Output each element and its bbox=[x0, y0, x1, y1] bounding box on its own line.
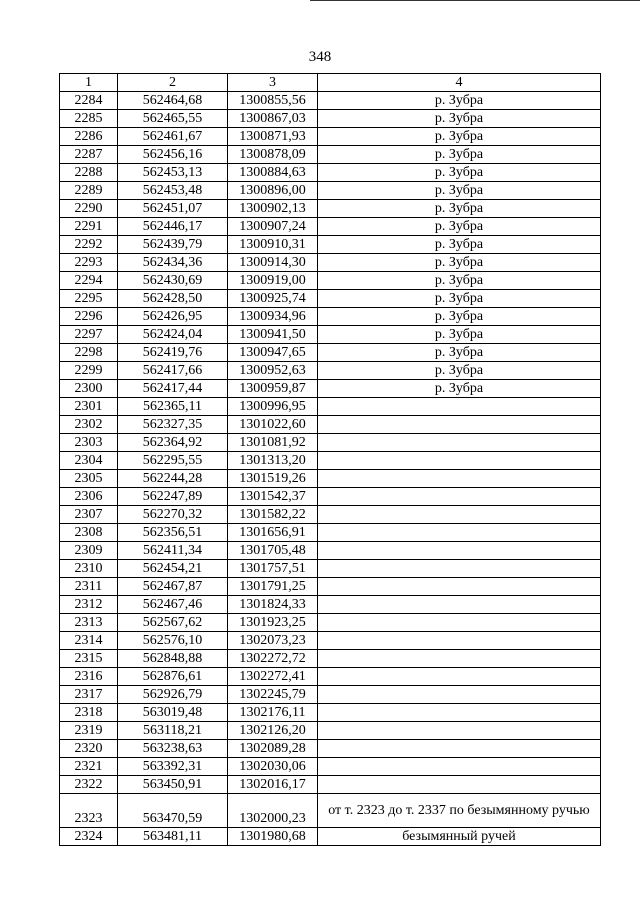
x-coordinate-cell: 562417,66 bbox=[118, 362, 228, 380]
point-number-cell: 2287 bbox=[60, 146, 118, 164]
description-cell bbox=[318, 488, 601, 506]
y-coordinate-cell: 1301313,20 bbox=[228, 452, 318, 470]
y-coordinate-cell: 1300952,63 bbox=[228, 362, 318, 380]
x-coordinate-cell: 563238,63 bbox=[118, 740, 228, 758]
top-rule bbox=[310, 0, 640, 1]
table-row bbox=[60, 344, 601, 362]
column-header: 1 bbox=[60, 74, 118, 92]
table-row bbox=[60, 200, 601, 218]
description-cell: р. Зубра bbox=[318, 164, 601, 182]
x-coordinate-cell: 562453,13 bbox=[118, 164, 228, 182]
x-coordinate-cell: 562926,79 bbox=[118, 686, 228, 704]
y-coordinate-cell: 1302245,79 bbox=[228, 686, 318, 704]
point-number-cell: 2292 bbox=[60, 236, 118, 254]
table-row bbox=[60, 650, 601, 668]
point-number-cell: 2316 bbox=[60, 668, 118, 686]
table-row bbox=[60, 668, 601, 686]
point-number-cell: 2319 bbox=[60, 722, 118, 740]
point-number-cell: 2302 bbox=[60, 416, 118, 434]
point-number-cell: 2320 bbox=[60, 740, 118, 758]
description-cell bbox=[318, 470, 601, 488]
table-row bbox=[60, 470, 601, 488]
y-coordinate-cell: 1300941,50 bbox=[228, 326, 318, 344]
description-cell bbox=[318, 614, 601, 632]
table-row bbox=[60, 488, 601, 506]
x-coordinate-cell: 562454,21 bbox=[118, 560, 228, 578]
description-cell: р. Зубра bbox=[318, 362, 601, 380]
column-header: 4 bbox=[318, 74, 601, 92]
table-row bbox=[60, 560, 601, 578]
table-row bbox=[60, 704, 601, 722]
x-coordinate-cell: 562461,67 bbox=[118, 128, 228, 146]
x-coordinate-cell: 563118,21 bbox=[118, 722, 228, 740]
x-coordinate-cell: 562247,89 bbox=[118, 488, 228, 506]
x-coordinate-cell: 562428,50 bbox=[118, 290, 228, 308]
table-row bbox=[60, 524, 601, 542]
point-number-cell: 2324 bbox=[60, 828, 118, 846]
description-cell bbox=[318, 578, 601, 596]
y-coordinate-cell: 1302030,06 bbox=[228, 758, 318, 776]
y-coordinate-cell: 1300919,00 bbox=[228, 272, 318, 290]
point-number-cell: 2285 bbox=[60, 110, 118, 128]
x-coordinate-cell: 562244,28 bbox=[118, 470, 228, 488]
y-coordinate-cell: 1301656,91 bbox=[228, 524, 318, 542]
description-cell bbox=[318, 722, 601, 740]
table-row bbox=[60, 128, 601, 146]
point-number-cell: 2306 bbox=[60, 488, 118, 506]
table-row bbox=[60, 182, 601, 200]
x-coordinate-cell: 562411,34 bbox=[118, 542, 228, 560]
point-number-cell: 2301 bbox=[60, 398, 118, 416]
page-number: 348 bbox=[308, 49, 332, 65]
x-coordinate-cell: 562327,35 bbox=[118, 416, 228, 434]
x-coordinate-cell: 562426,95 bbox=[118, 308, 228, 326]
point-number-cell: 2289 bbox=[60, 182, 118, 200]
table-row bbox=[60, 308, 601, 326]
y-coordinate-cell: 1302073,23 bbox=[228, 632, 318, 650]
description-cell bbox=[318, 758, 601, 776]
y-coordinate-cell: 1301582,22 bbox=[228, 506, 318, 524]
description-cell: р. Зубра bbox=[318, 344, 601, 362]
description-cell: р. Зубра bbox=[318, 92, 601, 110]
x-coordinate-cell: 563392,31 bbox=[118, 758, 228, 776]
point-number-cell: 2313 bbox=[60, 614, 118, 632]
x-coordinate-cell: 562451,07 bbox=[118, 200, 228, 218]
description-cell bbox=[318, 776, 601, 794]
point-number-cell: 2294 bbox=[60, 272, 118, 290]
point-number-cell: 2317 bbox=[60, 686, 118, 704]
table-row bbox=[60, 758, 601, 776]
description-cell: р. Зубра bbox=[318, 182, 601, 200]
point-number-cell: 2314 bbox=[60, 632, 118, 650]
y-coordinate-cell: 1300959,87 bbox=[228, 380, 318, 398]
y-coordinate-cell: 1302126,20 bbox=[228, 722, 318, 740]
description-cell: р. Зубра bbox=[318, 290, 601, 308]
y-coordinate-cell: 1300855,56 bbox=[228, 92, 318, 110]
description-cell bbox=[318, 650, 601, 668]
x-coordinate-cell: 562356,51 bbox=[118, 524, 228, 542]
x-coordinate-cell: 562848,88 bbox=[118, 650, 228, 668]
point-number-cell: 2296 bbox=[60, 308, 118, 326]
table-row bbox=[60, 236, 601, 254]
point-number-cell: 2308 bbox=[60, 524, 118, 542]
table-row bbox=[60, 434, 601, 452]
x-coordinate-cell: 562453,48 bbox=[118, 182, 228, 200]
x-coordinate-cell: 562567,62 bbox=[118, 614, 228, 632]
description-cell bbox=[318, 596, 601, 614]
point-number-cell: 2284 bbox=[60, 92, 118, 110]
point-number-cell: 2315 bbox=[60, 650, 118, 668]
table-row bbox=[60, 272, 601, 290]
y-coordinate-cell: 1300878,09 bbox=[228, 146, 318, 164]
point-number-cell: 2297 bbox=[60, 326, 118, 344]
point-number-cell: 2310 bbox=[60, 560, 118, 578]
point-number-cell: 2304 bbox=[60, 452, 118, 470]
point-number-cell: 2295 bbox=[60, 290, 118, 308]
table-row bbox=[60, 92, 601, 110]
table-row bbox=[60, 110, 601, 128]
y-coordinate-cell: 1302000,23 bbox=[228, 794, 318, 828]
x-coordinate-cell: 562424,04 bbox=[118, 326, 228, 344]
y-coordinate-cell: 1300884,63 bbox=[228, 164, 318, 182]
description-cell bbox=[318, 740, 601, 758]
column-header: 3 bbox=[228, 74, 318, 92]
y-coordinate-cell: 1301081,92 bbox=[228, 434, 318, 452]
y-coordinate-cell: 1301705,48 bbox=[228, 542, 318, 560]
point-number-cell: 2309 bbox=[60, 542, 118, 560]
y-coordinate-cell: 1301791,25 bbox=[228, 578, 318, 596]
point-number-cell: 2299 bbox=[60, 362, 118, 380]
y-coordinate-cell: 1302176,11 bbox=[228, 704, 318, 722]
table-row bbox=[60, 614, 601, 632]
description-cell bbox=[318, 416, 601, 434]
y-coordinate-cell: 1300934,96 bbox=[228, 308, 318, 326]
description-cell bbox=[318, 452, 601, 470]
x-coordinate-cell: 563470,59 bbox=[118, 794, 228, 828]
y-coordinate-cell: 1301022,60 bbox=[228, 416, 318, 434]
description-cell bbox=[318, 524, 601, 542]
table-row bbox=[60, 686, 601, 704]
x-coordinate-cell: 562439,79 bbox=[118, 236, 228, 254]
point-number-cell: 2311 bbox=[60, 578, 118, 596]
description-cell bbox=[318, 542, 601, 560]
description-cell: р. Зубра bbox=[318, 110, 601, 128]
x-coordinate-cell: 563481,11 bbox=[118, 828, 228, 846]
table-row bbox=[60, 740, 601, 758]
x-coordinate-cell: 563019,48 bbox=[118, 704, 228, 722]
point-number-cell: 2321 bbox=[60, 758, 118, 776]
x-coordinate-cell: 562364,92 bbox=[118, 434, 228, 452]
x-coordinate-cell: 562434,36 bbox=[118, 254, 228, 272]
point-number-cell: 2291 bbox=[60, 218, 118, 236]
table-row bbox=[60, 722, 601, 740]
coordinates-table-body bbox=[60, 74, 601, 846]
point-number-cell: 2286 bbox=[60, 128, 118, 146]
table-row bbox=[60, 362, 601, 380]
table-row bbox=[60, 452, 601, 470]
point-number-cell: 2322 bbox=[60, 776, 118, 794]
x-coordinate-cell: 562576,10 bbox=[118, 632, 228, 650]
table-row bbox=[60, 632, 601, 650]
y-coordinate-cell: 1302089,28 bbox=[228, 740, 318, 758]
description-cell: р. Зубра bbox=[318, 272, 601, 290]
x-coordinate-cell: 562365,11 bbox=[118, 398, 228, 416]
x-coordinate-cell: 562465,55 bbox=[118, 110, 228, 128]
point-number-cell: 2303 bbox=[60, 434, 118, 452]
table-row bbox=[60, 146, 601, 164]
table-row bbox=[60, 290, 601, 308]
table-row bbox=[60, 596, 601, 614]
point-number-cell: 2300 bbox=[60, 380, 118, 398]
table-row bbox=[60, 398, 601, 416]
y-coordinate-cell: 1301757,51 bbox=[228, 560, 318, 578]
description-cell bbox=[318, 686, 601, 704]
description-cell: р. Зубра bbox=[318, 254, 601, 272]
point-number-cell: 2293 bbox=[60, 254, 118, 272]
description-cell: р. Зубра bbox=[318, 236, 601, 254]
table-row bbox=[60, 254, 601, 272]
point-number-cell: 2298 bbox=[60, 344, 118, 362]
description-cell: р. Зубра bbox=[318, 326, 601, 344]
description-cell bbox=[318, 398, 601, 416]
y-coordinate-cell: 1301519,26 bbox=[228, 470, 318, 488]
description-cell: безымянный ручей bbox=[318, 828, 601, 846]
coordinates-table bbox=[59, 73, 601, 846]
x-coordinate-cell: 563450,91 bbox=[118, 776, 228, 794]
description-cell: р. Зубра bbox=[318, 128, 601, 146]
y-coordinate-cell: 1301980,68 bbox=[228, 828, 318, 846]
y-coordinate-cell: 1302272,41 bbox=[228, 668, 318, 686]
description-cell: р. Зубра bbox=[318, 146, 601, 164]
table-row bbox=[60, 380, 601, 398]
x-coordinate-cell: 562876,61 bbox=[118, 668, 228, 686]
description-cell: р. Зубра bbox=[318, 218, 601, 236]
description-cell bbox=[318, 632, 601, 650]
y-coordinate-cell: 1301923,25 bbox=[228, 614, 318, 632]
table-row bbox=[60, 578, 601, 596]
description-cell: от т. 2323 до т. 2337 по безымянному ручью bbox=[318, 794, 601, 828]
description-cell: р. Зубра bbox=[318, 380, 601, 398]
y-coordinate-cell: 1300910,31 bbox=[228, 236, 318, 254]
y-coordinate-cell: 1300867,03 bbox=[228, 110, 318, 128]
y-coordinate-cell: 1300902,13 bbox=[228, 200, 318, 218]
description-cell bbox=[318, 560, 601, 578]
x-coordinate-cell: 562270,32 bbox=[118, 506, 228, 524]
x-coordinate-cell: 562467,87 bbox=[118, 578, 228, 596]
y-coordinate-cell: 1300896,00 bbox=[228, 182, 318, 200]
x-coordinate-cell: 562295,55 bbox=[118, 452, 228, 470]
y-coordinate-cell: 1300914,30 bbox=[228, 254, 318, 272]
table-row bbox=[60, 542, 601, 560]
y-coordinate-cell: 1300907,24 bbox=[228, 218, 318, 236]
table-header-row bbox=[60, 74, 601, 92]
y-coordinate-cell: 1300996,95 bbox=[228, 398, 318, 416]
description-cell bbox=[318, 506, 601, 524]
point-number-cell: 2323 bbox=[60, 794, 118, 828]
description-cell: р. Зубра bbox=[318, 308, 601, 326]
description-cell bbox=[318, 704, 601, 722]
table-row bbox=[60, 164, 601, 182]
x-coordinate-cell: 562456,16 bbox=[118, 146, 228, 164]
table-row bbox=[60, 506, 601, 524]
column-header: 2 bbox=[118, 74, 228, 92]
x-coordinate-cell: 562430,69 bbox=[118, 272, 228, 290]
table-row bbox=[60, 776, 601, 794]
y-coordinate-cell: 1301542,37 bbox=[228, 488, 318, 506]
y-coordinate-cell: 1300947,65 bbox=[228, 344, 318, 362]
table-row bbox=[60, 326, 601, 344]
x-coordinate-cell: 562446,17 bbox=[118, 218, 228, 236]
y-coordinate-cell: 1301824,33 bbox=[228, 596, 318, 614]
y-coordinate-cell: 1300925,74 bbox=[228, 290, 318, 308]
y-coordinate-cell: 1302016,17 bbox=[228, 776, 318, 794]
x-coordinate-cell: 562467,46 bbox=[118, 596, 228, 614]
description-cell bbox=[318, 668, 601, 686]
table-row bbox=[60, 794, 601, 828]
point-number-cell: 2290 bbox=[60, 200, 118, 218]
point-number-cell: 2318 bbox=[60, 704, 118, 722]
table-row bbox=[60, 416, 601, 434]
y-coordinate-cell: 1300871,93 bbox=[228, 128, 318, 146]
table-row bbox=[60, 218, 601, 236]
description-cell: р. Зубра bbox=[318, 200, 601, 218]
x-coordinate-cell: 562417,44 bbox=[118, 380, 228, 398]
point-number-cell: 2307 bbox=[60, 506, 118, 524]
y-coordinate-cell: 1302272,72 bbox=[228, 650, 318, 668]
table-row bbox=[60, 828, 601, 846]
point-number-cell: 2305 bbox=[60, 470, 118, 488]
description-cell bbox=[318, 434, 601, 452]
x-coordinate-cell: 562464,68 bbox=[118, 92, 228, 110]
point-number-cell: 2312 bbox=[60, 596, 118, 614]
point-number-cell: 2288 bbox=[60, 164, 118, 182]
x-coordinate-cell: 562419,76 bbox=[118, 344, 228, 362]
